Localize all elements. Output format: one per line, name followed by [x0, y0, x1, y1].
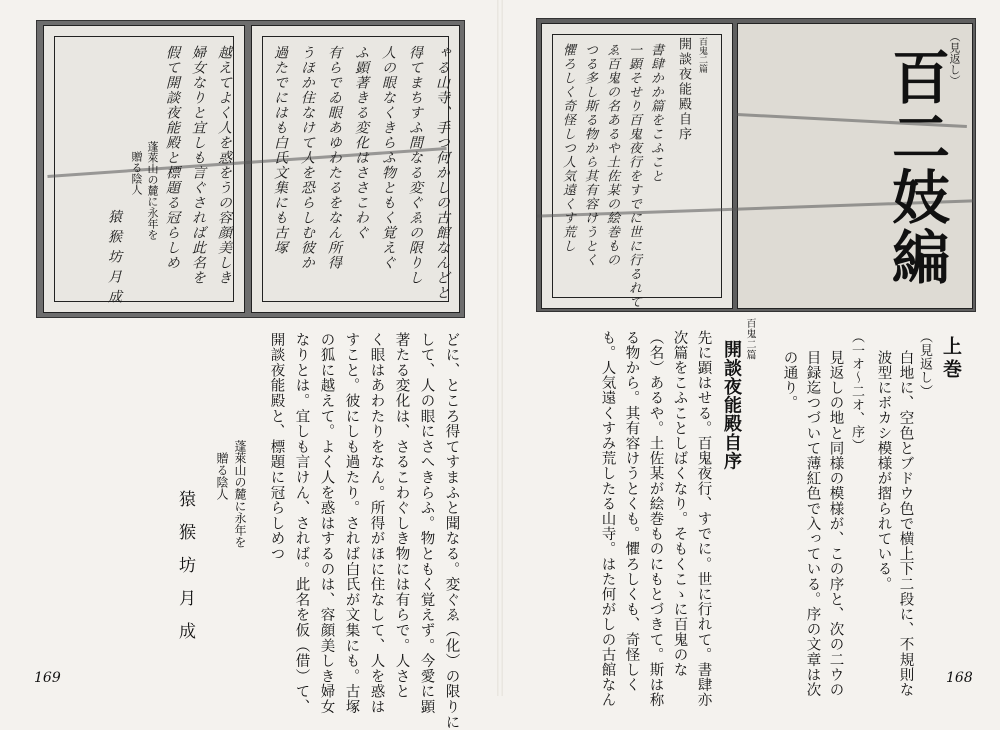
section-heading: 開談夜能殿自序 [721, 340, 742, 471]
section-label: （一オ～二オ、序） [849, 330, 864, 453]
facsimile-text-column: 婦女なりと宜しも言ぐされば此名を [190, 45, 206, 285]
body-column: も。人気遠くすみ荒したる山寺。はた何がしの古館なん [599, 330, 616, 708]
facsimile-text-column: 一顕そせり百鬼夜行をすでに世に行るれて [626, 43, 641, 309]
facsimile-text-column: 人の眼なくきらふ物ともく覚えぐ [380, 45, 396, 270]
body-column: の通り。 [781, 350, 798, 411]
facsimile-text-column: 懼ろしく奇怪しつ人気遠くす荒し [560, 43, 575, 253]
cover-title-text: 百二妓編 [882, 47, 950, 287]
facsimile-text-column: 書肆かか篇をこふこと [648, 43, 663, 183]
body-column: る物から。其有容けうとくも。懼ろしくも、奇怪しく [623, 330, 640, 693]
facsimile-text-column: ふ顕著きる変化はささこわぐ [353, 45, 369, 240]
facsimile-text-column: 過たでにはも白氏文集にも古塚 [272, 45, 288, 255]
facsimile-sig-line2: 贈る陰人 [130, 151, 143, 195]
facsimile-text-column: 越えてよく人を惑をうの容顔美しき [216, 45, 232, 285]
body-column: （名）あるや。土佐某が絵巻ものにもとづきて。斯は称 [647, 330, 664, 708]
facsimile-text-column: 有らでゐ眼あゆわたるをなん所得 [326, 45, 342, 270]
facsimile-preface-title: 開談夜能殿自序 [676, 37, 691, 142]
right-page [500, 0, 1000, 708]
body-column: 白地に、空色とブドウ色で横上下二段に、不規則な [897, 350, 914, 698]
facsimile-text-column: 得てまちすふ間なる変ぐゑの限りし [407, 45, 423, 285]
transcription-column: く眼はあわたりをなん。所得がほに住なして、人を惑は [368, 332, 385, 715]
page-number-left: 169 [34, 670, 61, 686]
page-number-right: 168 [946, 670, 973, 686]
body-column: 先に顕はせる。百鬼夜行、すでに。世に行れて。書肆亦 [695, 330, 712, 708]
signature-line2: 贈る陰人 [215, 452, 229, 500]
facsimile-text-column: 假て開談夜能殿と標題る冠らしめ [164, 45, 180, 270]
facsimile-cover-title [785, 47, 950, 307]
transcription-column: どに、ところ得てすまふと聞なる。変ぐゑ（化）の限りに [443, 332, 460, 730]
body-column: 百鬼二篇 [744, 318, 755, 361]
transcription-column: 開談夜能殿と、標題に冠らしめつ [268, 332, 285, 562]
transcription-column: して、人の眼にさへきらふ。物ともく覚えず。今愛に顕 [418, 332, 435, 715]
facsimile-text-column: ゑ百鬼の名あるや土佐某の絵巻もの [604, 43, 619, 267]
transcription-column: すこと。彼にしも過たり。されば白氏が文集にも。古塚 [343, 332, 360, 715]
facsimile-sig-line1: 蓬萊山の麓に永年を [146, 141, 159, 240]
signature-name: 猿猴坊月成 [175, 490, 195, 655]
transcription-column: なりとは。宜しも言けん、されば。此名を仮（借）て、 [293, 332, 310, 715]
facsimile-cover-label: （見返し） [948, 31, 961, 86]
transcription-column: 著たる変化は、さるこわぐしき物には有らで。人さと [393, 332, 410, 700]
body-column: 次篇をこふことしばくなり。そもくこゝに百鬼のな [671, 330, 688, 678]
facsimile-text-column: つる多し斯る物から其有容けうとく [582, 43, 597, 267]
signature-line1: 蓬萊山の麓に永年を [233, 440, 247, 548]
body-column: 目録迄つづいて薄紅色で入っている。序の文章は次 [804, 350, 821, 698]
body-column: 見返しの地と同様の模様が、この序と、次の二ウの [827, 350, 844, 698]
facsimile-text-column: ゃる山寺、手つ何かしの古館なんどと [434, 45, 450, 300]
chapter-title: 上巻 [940, 336, 962, 382]
body-column: 波型にボカシ模様が摺られている。 [875, 350, 892, 592]
facsimile-sig-name: 猿猴坊月成 [106, 209, 122, 309]
facsimile-photo-right [536, 18, 976, 312]
transcription-column: の狐に越えて。よく人を惑はするのは、容顔美しき婦女 [318, 332, 335, 715]
facsimile-text-column: うほか住なけて人を恐らしむ彼か [299, 45, 315, 270]
section-label: （見返し） [917, 330, 932, 398]
facsimile-photo-left [36, 20, 465, 318]
facsimile-series-label: 百鬼二篇 [697, 37, 707, 73]
